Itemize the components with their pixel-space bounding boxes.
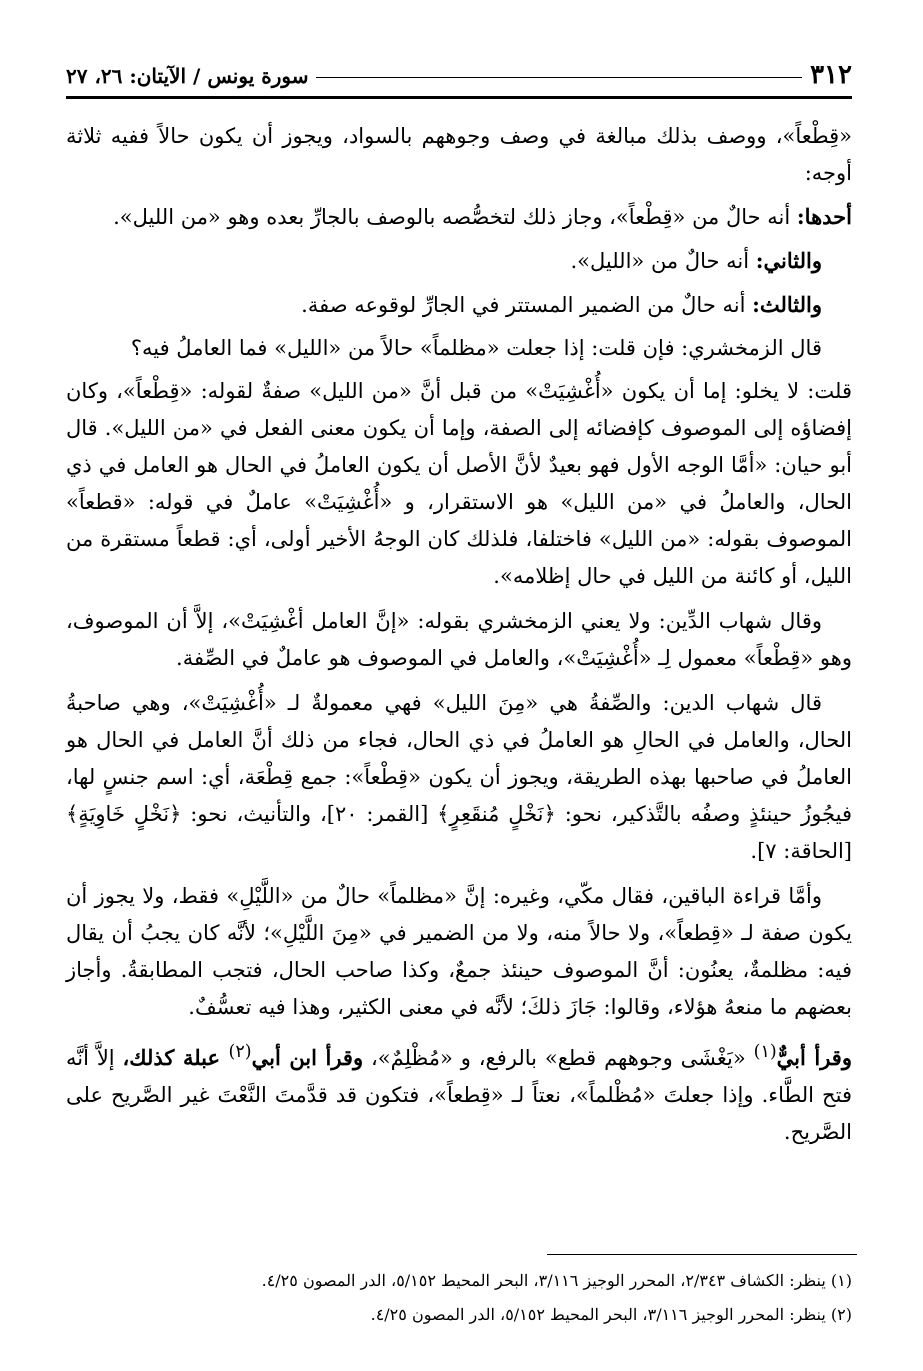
paragraph-10-lead: وقرأ أبيٌّ [776, 1045, 852, 1070]
footnote-ref-2[interactable]: (٢) [228, 1042, 252, 1062]
page-header [66, 38, 852, 99]
paragraph-2-lead: أحدها: [796, 204, 852, 229]
paragraph-9: وأمَّا قراءة الباقين، فقال مكّي، وغيره: إنَّ «مظلماً» حالٌ من «اللَّيْلِ» فقط، ولا يجوز أن يكون صفة لـ «قِطعاً»، ولا حالاً منه، ولا من الضمير في «مِنَ اللَّيْلِ»؛ لأنَّه كان يجبُ أن يقال فيه: مظلمةٌ، يعنُون: أنَّ الموصوف حينئذ جمعٌ، وكذا صاحب الحال، فتجب المطابقةُ. وأجاز بعضهم ما منعهُ هؤلاء، وقالوا: جَازَ ذلكَ؛ لأنَّه في معنى الكثير، وهذا فيه تعسُّفٌ. [66, 884, 852, 1019]
footnote-divider [547, 1254, 857, 1255]
paragraph-10-lead-2: وقرأ ابن أبي [251, 1045, 364, 1070]
paragraph-8: قال شهاب الدين: والصِّفةُ هي «مِنَ الليل» فهي معمولةٌ لـ «أُغْشِيَتْ»، وهي صاحبةُ الحال، والعامل في الحالِ هو العاملُ في ذي الحال، فجاء من ذلك أنَّ العامل في الحال هو العاملُ في صاحبها بهذه الطريقة، ويجوز أن يكون «قِطْعاً»: جمع قِطْعَة، أي: اسم جنسٍ لها، فيجُوزُ حينئذٍ وصفُه بالتَّذكير، نحو: ﴿نَخْلٍ مُنقَعِرٍ﴾ [القمر: ٢٠]، والتأنيث، نحو: ﴿نَخْلٍ خَاوِيَةٍ﴾ [الحاقة: ٧]. [66, 691, 852, 863]
header-rule [316, 77, 802, 78]
paragraph-3-text: أنه حالٌ من «الليل». [570, 249, 756, 273]
paragraph-6: قلت: لا يخلو: إما أن يكون «أُغْشِيَتْ» من قبل أنَّ «من الليل» صفةٌ لقوله: «قِطْعاً»، وكان إفضاؤه إلى الموصوف كإفضائه إلى الصفة، وإما أن يكون معنى الفعل في «من الليل». قال أبو حيان: «أمَّا الوجه الأول فهو بعيدٌ لأنَّ الأصل أن يكون العاملُ في الحال هو العامل في ذي الحال، والعاملُ في «من الليل» هو الاستقرار، و «أُغْشِيَتْ» عاملٌ في قوله: «قطعاً» الموصوف بقوله: «من الليل» فاختلفا، فلذلك كان الوجهُ الأخير أولى، أي: قطعاً مستقرة من الليل، أو كائنة من الليل في حال إظلامه». [66, 379, 852, 588]
paragraph-2 [66, 198, 852, 236]
paragraph-3-lead: والثاني: [755, 248, 822, 273]
running-title: سورة يونس / الآيتان: ٢٦، ٢٧ [66, 64, 309, 88]
paragraph-1: «قِطْعاً»، ووصف بذلك مبالغة في وصف وجوههم بالسواد، ويجوز أن يكون حالاً ففيه ثلاثة أوجه: [66, 124, 852, 185]
paragraph-2-text: أنه حالٌ من «قِطْعاً»، وجاز ذلك لتخصُّصه بالوصف بالجارِّ بعده وهو «من الليل». [113, 205, 797, 229]
footnote-ref-1[interactable]: (١) [753, 1042, 777, 1062]
main-text [66, 118, 852, 1157]
paragraph-4-lead: والثالث: [752, 292, 822, 317]
paragraph-10 [66, 1034, 852, 1151]
footnotes [66, 1264, 852, 1332]
footnote-2: (٢) ينظر: المحرر الوجيز ٣/١١٦، البحر المحيط ٥/١٥٢، الدر المصون ٤/٢٥. [370, 1305, 852, 1324]
paragraph-4-text: أنه حالٌ من الضمير المستتر في الجارِّ لوقوعه صفة. [301, 293, 753, 317]
footnote-1: (١) ينظر: الكشاف ٢/٣٤٣، المحرر الوجيز ٣/١١٦، البحر المحيط ٥/١٥٢، الدر المصون ٤/٢٥. [261, 1271, 852, 1290]
paragraph-10-text-a: «يَغْشَى وجوههم قطع» بالرفع، و «مُظْلِمٌ»، [363, 1046, 754, 1070]
paragraph-10-text-b: إلاَّ أنَّه فتح الطَّاء. وإذا جعلتَ «مُظْلماً»، نعتاً لـ «قِطعاً»، فتكون قد قدَّمتَ النَّعْتَ غير الصَّريح على الصَّريح. [66, 1046, 852, 1144]
paragraph-3 [66, 242, 852, 280]
page-number: ٣١٢ [810, 60, 852, 90]
paragraph-4 [66, 286, 852, 324]
paragraph-5: قال الزمخشري: فإن قلت: إذا جعلت «مظلماً» حالاً من «الليل» فما العاملُ فيه؟ [130, 336, 822, 360]
paragraph-7: وقال شهاب الدِّين: ولا يعني الزمخشري بقوله: «إنَّ العامل أغْشِيَتْ»، إلاَّ أن الموصوف، وهو «قِطْعاً» معمول لِـ «أُغْشِيَتْ»، والعامل في الموصوف هو عاملٌ في الصِّفة. [66, 609, 852, 670]
paragraph-10-lead-3: عبلة كذلك، [122, 1045, 229, 1070]
